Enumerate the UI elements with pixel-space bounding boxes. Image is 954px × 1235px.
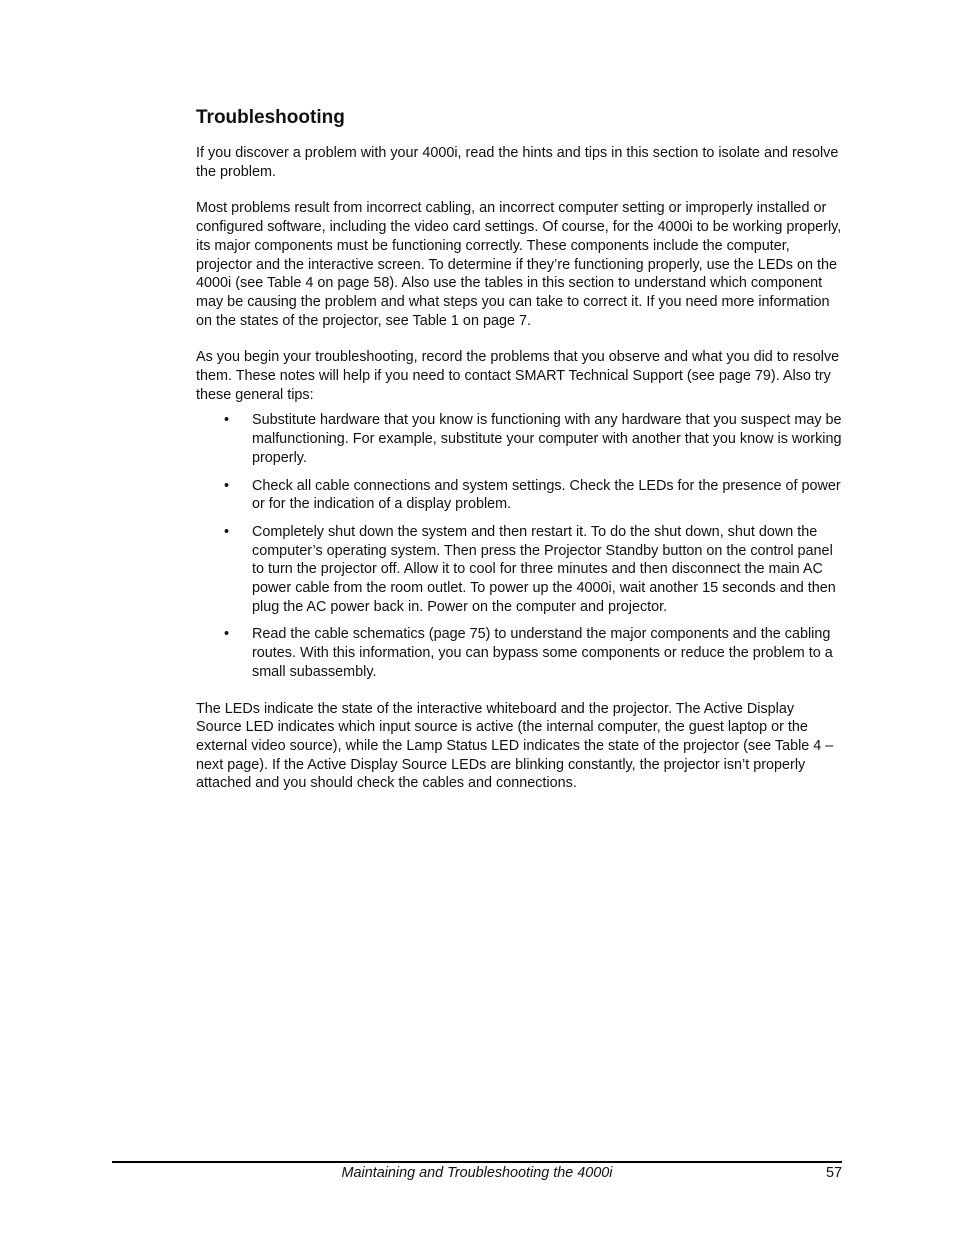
list-item [196,411,842,467]
page-content [196,105,842,811]
list-item [196,625,842,681]
bullet-icon: • [224,477,230,494]
tip-text: Check all cable connections and system settings. Check the LEDs for the presence of power or for the indication of a display problem. [252,477,841,513]
tip-text: Substitute hardware that you know is functioning with any hardware that you suspect may be malfunctioning. For example, substitute your computer with another that you know is working properly. [252,412,842,466]
list-item [196,477,842,514]
intro-paragraph: If you discover a problem with your 4000i, read the hints and tips in this section to isolate and resolve the problem. [196,145,839,180]
list-item [196,523,842,617]
footer-divider [112,1161,842,1163]
tips-list [196,411,842,681]
bullet-icon: • [224,626,230,643]
leds-paragraph: The LEDs indicate the state of the interactive whiteboard and the projector. The Active Display Source LED indicates which input source is active (the internal computer, the guest laptop or the external video source), while the Lamp Status LED indicates the state of the projector (see Table 4 – next page). If the Active Display Source LEDs are blinking constantly, the projector isn’t properly attached and you should check the cables and connections. [196,700,834,792]
section-heading: Troubleshooting [196,107,345,128]
footer-title: Maintaining and Troubleshooting the 4000i [341,1165,613,1181]
bullet-icon: • [224,412,230,429]
bullet-icon: • [224,523,230,540]
record-paragraph: As you begin your troubleshooting, record the problems that you observe and what you did to resolve them. These notes will help if you need to contact SMART Technical Support (see page 79). Also try these general tips: [196,349,840,403]
problems-paragraph: Most problems result from incorrect cabling, an incorrect computer setting or improperly installed or configured software, including the video card settings. Of course, for the 4000i to be working properly, its major components must be functioning correctly. These components include the computer, projector and the interactive screen. To determine if they’re functioning properly, use the LEDs on the 4000i (see Table 4 on page 58). Also use the tables in this section to understand which component may be causing the problem and what steps you can take to correct it. If you need more information on the states of the projector, see Table 1 on page 7. [196,200,842,329]
tip-text: Read the cable schematics (page 75) to understand the major components and the cabling routes. With this information, you can bypass some components or reduce the problem to a small subassembly. [252,626,833,680]
tip-text: Completely shut down the system and then restart it. To do the shut down, shut down the computer’s operating system. Then press the Projector Standby button on the control panel to turn the projector off. Allow it to cool for three minutes and then disconnect the main AC power cable from the room outlet. To power up the 4000i, wait another 15 seconds and then plug the AC power back in. Power on the computer and projector. [252,523,836,615]
page-number: 57 [825,1165,842,1181]
